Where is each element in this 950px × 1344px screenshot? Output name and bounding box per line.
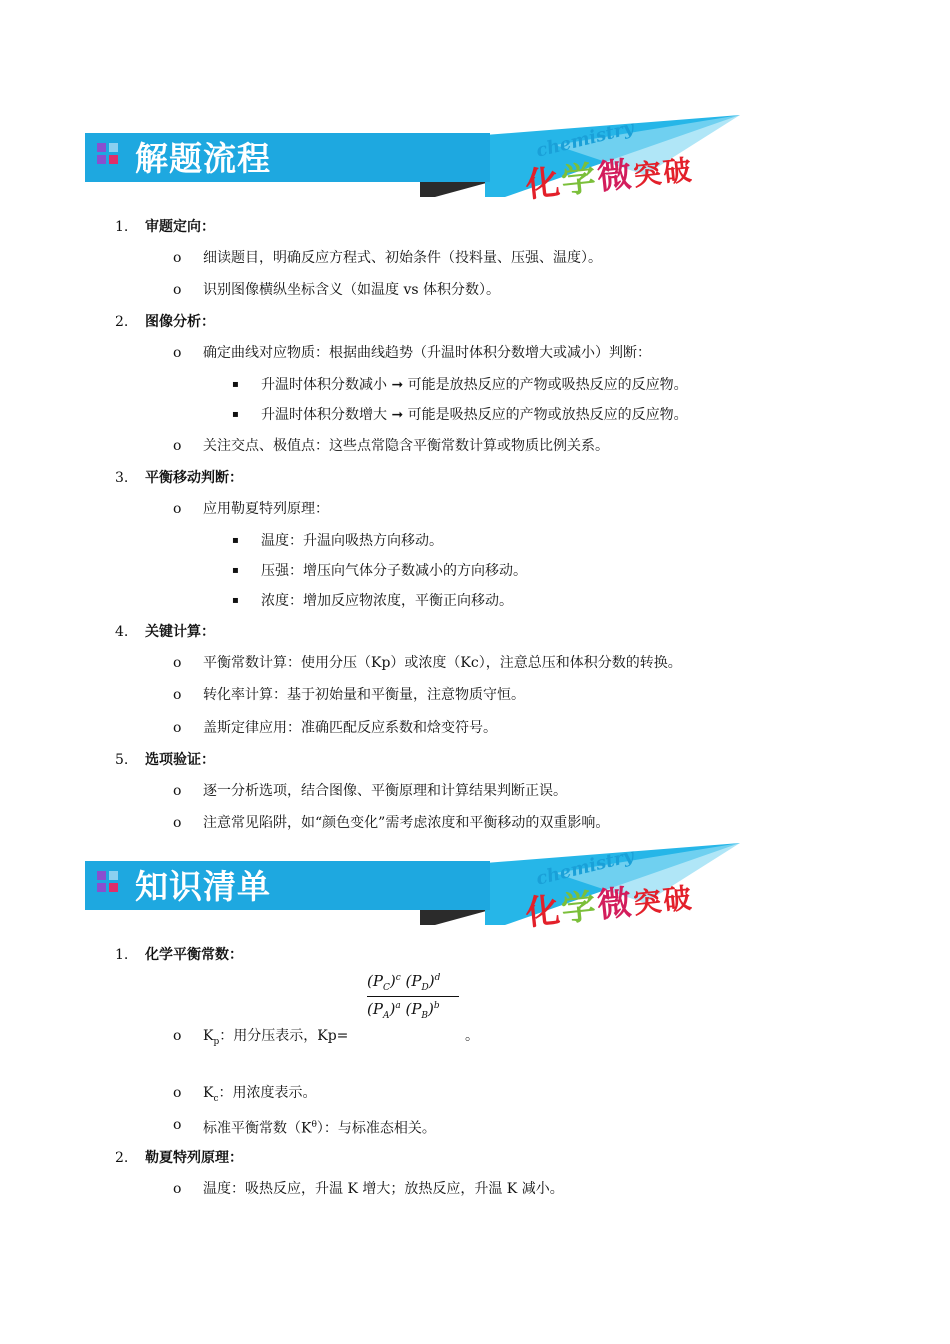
bullet-o: o [173,250,182,266]
list-heading: 关键计算： [145,624,215,640]
bullet-o: o [173,1085,182,1101]
sub-item: 升温时体积分数减小 ➞ 可能是放热反应的产物或吸热反应的反应物。 [261,377,688,393]
bullet-o: o [173,720,182,736]
bullet-square: ▪ [232,595,239,606]
list-heading: 选项验证： [145,752,215,768]
list-item: 细读题目，明确反应方程式、初始条件（投料量、压强、温度）。 [203,250,602,266]
list-number: 3. [115,470,129,486]
bullet-o: o [173,345,182,361]
banner-chemistry-text: chemistry [533,845,636,890]
list-item: 盖斯定律应用：准确匹配反应系数和焓变符号。 [203,720,497,736]
list-number: 5. [115,752,129,768]
bullet-square: ▪ [232,535,239,546]
banner-brand-logo: 化学微突破 [523,153,695,206]
bullet-square: ▪ [232,565,239,576]
list-item: 温度：吸热反应，升温 K 增大；放热反应，升温 K 减小。 [203,1181,564,1197]
list-number: 4. [115,624,129,640]
list-item: 应用勒夏特列原理： [203,501,329,517]
list-item: 识别图像横纵坐标含义（如温度 vs 体积分数）。 [203,282,500,298]
sub-item: 升温时体积分数增大 ➞ 可能是吸热反应的产物或放热反应的反应物。 [261,407,688,423]
list-heading: 化学平衡常数： [145,947,243,963]
banner-title: 解题流程 [135,139,271,178]
bullet-o: o [173,1028,182,1044]
fraction-numerator: $(P_C)^c$ $(P_D)^d$ [367,972,441,993]
list-item: 逐一分析选项，结合图像、平衡原理和计算结果判断正误。 [203,783,567,799]
sub-item: 压强：增压向气体分子数减小的方向移动。 [261,563,527,579]
list-number: 1. [115,947,129,963]
list-heading: 审题定向： [145,219,215,235]
bullet-o: o [173,687,182,703]
bullet-o: o [173,282,182,298]
bullet-square: ▪ [232,379,239,390]
list-heading: 平衡移动判断： [145,470,243,486]
list-heading: 勒夏特列原理： [145,1150,243,1166]
sub-item: 温度：升温向吸热方向移动。 [261,533,443,549]
banner-chemistry-text: chemistry [533,117,636,162]
list-number: 1. [115,219,129,235]
list-item: 平衡常数计算：使用分压（Kp）或浓度（Kc），注意总压和体积分数的转换。 [203,655,682,671]
list-item: 注意常见陷阱，如“颜色变化”需考虑浓度和平衡移动的双重影响。 [203,815,610,831]
bullet-o: o [173,655,182,671]
list-heading: 图像分析： [145,314,215,330]
kp-formula-fraction [367,972,462,1021]
list-item: 确定曲线对应物质：根据曲线趋势（升温时体积分数增大或减小）判断： [203,345,651,361]
list-item: 关注交点、极值点：这些点常隐含平衡常数计算或物质比例关系。 [203,438,609,454]
list-number: 2. [115,314,129,330]
list-item-k0: 标准平衡常数$(K^\theta)$：与标准态相关。 [203,1120,436,1137]
bullet-o: o [173,815,182,831]
section-banner-process [85,115,750,205]
fraction-bar [367,996,459,997]
section-banner-knowledge [85,843,750,933]
list-item-kp: $K_p$：用分压表示，Kp= [203,1028,349,1047]
sub-item: 浓度：增加反应物浓度，平衡正向移动。 [261,593,513,609]
bullet-o: o [173,783,182,799]
list-number: 2. [115,1150,129,1166]
banner-brand-logo: 化学微突破 [523,881,695,934]
bullet-o: o [173,1117,182,1133]
bullet-square: ▪ [232,409,239,420]
bullet-o: o [173,1181,182,1197]
fraction-denominator: $(P_A)^a$ $(P_B)^b$ [367,1000,440,1021]
bullet-o: o [173,501,182,517]
banner-title: 知识清单 [135,867,271,906]
list-item-kc: $K_c$：用浓度表示。 [203,1085,317,1104]
list-item: 转化率计算：基于初始量和平衡量，注意物质守恒。 [203,687,525,703]
bullet-o: o [173,438,182,454]
kp-end-punct: 。 [465,1028,479,1044]
